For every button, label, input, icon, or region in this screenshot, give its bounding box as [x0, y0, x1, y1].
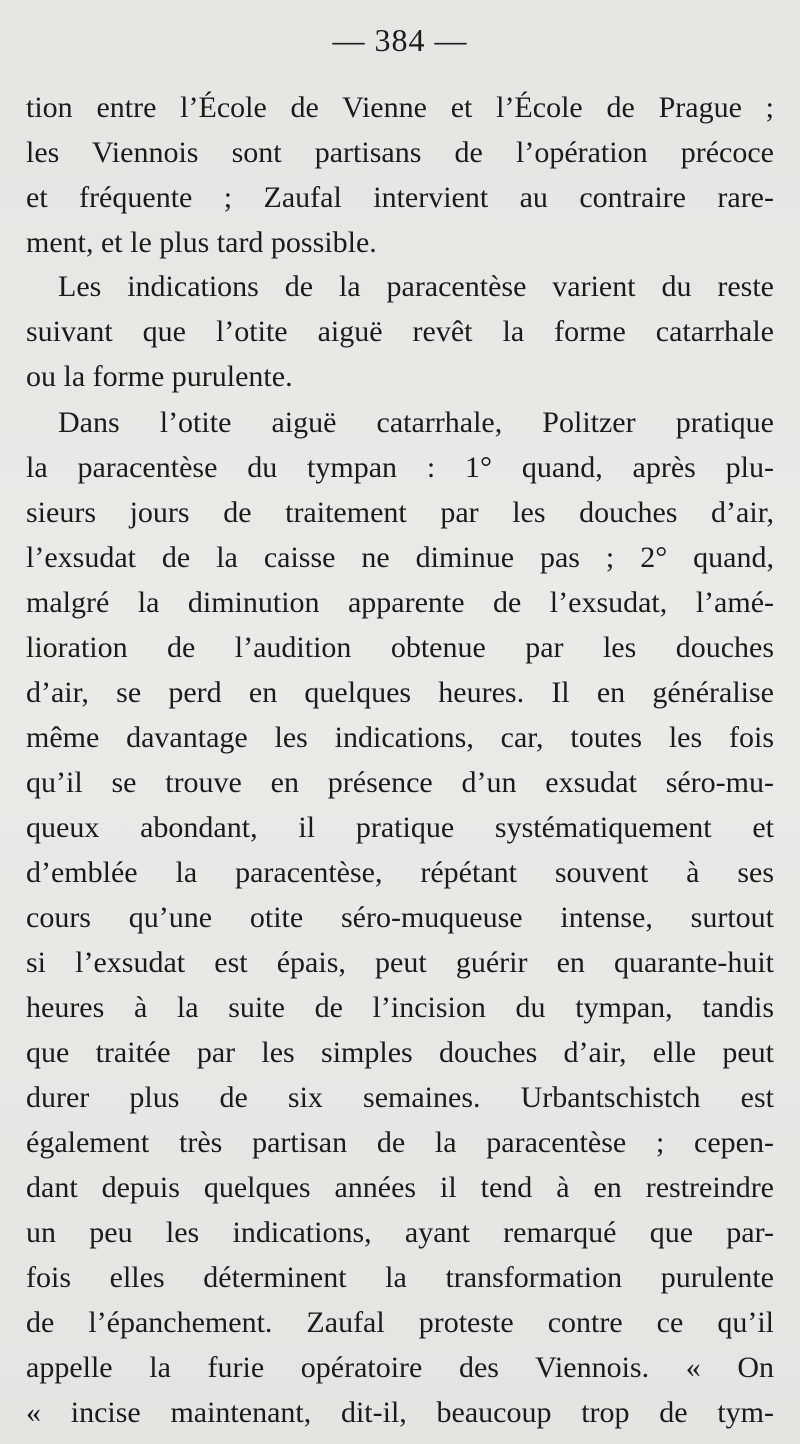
text-line: et fréquente ; Zaufal intervient au contraire rare-: [26, 181, 774, 214]
text-line: la paracentèse du tympan : 1° quand, après plu-: [26, 451, 774, 484]
text-line: sieurs jours de traitement par les douches d’air,: [26, 496, 774, 529]
text-line: un peu les indications, ayant remarqué que par-: [26, 1216, 774, 1249]
text-line: que traitée par les simples douches d’air, elle peut: [26, 1036, 774, 1069]
text-line: ment, et le plus tard possible.: [26, 226, 377, 259]
text-line: également très partisan de la paracentèse ; cepen-: [26, 1126, 774, 1159]
text-line: lioration de l’audition obtenue par les douches: [26, 631, 774, 664]
text-line: malgré la diminution apparente de l’exsudat, l’amé-: [26, 586, 774, 619]
text-line: de l’épanchement. Zaufal proteste contre ce qu’il: [26, 1306, 774, 1339]
text-line: d’air, se perd en quelques heures. Il en généralise: [26, 676, 774, 709]
text-line: Dans l’otite aiguë catarrhale, Politzer pratique: [58, 406, 774, 439]
text-line: dant depuis quelques années il tend à en restreindre: [26, 1171, 774, 1204]
text-line: même davantage les indications, car, toutes les fois: [26, 721, 774, 754]
page-number: — 384 —: [332, 22, 468, 58]
text-line: si l’exsudat est épais, peut guérir en quarante-huit: [26, 946, 774, 979]
text-line: tion entre l’École de Vienne et l’École de Prague ;: [26, 91, 774, 124]
text-line: fois elles déterminent la transformation purulente: [26, 1261, 774, 1294]
text-line: qu’il se trouve en présence d’un exsudat séro-mu-: [26, 766, 774, 799]
text-line: appelle la furie opératoire des Viennois. « On: [26, 1351, 774, 1384]
text-line: les Viennois sont partisans de l’opération précoce: [26, 136, 774, 169]
text-line: ou la forme purulente.: [26, 360, 293, 393]
text-line: cours qu’une otite séro-muqueuse intense, surtout: [26, 901, 774, 934]
text-line: suivant que l’otite aiguë revêt la forme catarrhale: [26, 315, 774, 348]
text-line: l’exsudat de la caisse ne diminue pas ; 2° quand,: [26, 541, 774, 574]
text-line: « incise maintenant, dit-il, beaucoup trop de tym-: [26, 1396, 774, 1429]
text-line: d’emblée la paracentèse, répétant souvent à ses: [26, 856, 774, 889]
text-line: heures à la suite de l’incision du tympan, tandis: [26, 991, 774, 1024]
text-line: Les indications de la paracentèse varient du reste: [58, 270, 774, 303]
text-line: durer plus de six semaines. Urbantschistch est: [26, 1081, 774, 1114]
text-line: queux abondant, il pratique systématiquement et: [26, 811, 774, 844]
